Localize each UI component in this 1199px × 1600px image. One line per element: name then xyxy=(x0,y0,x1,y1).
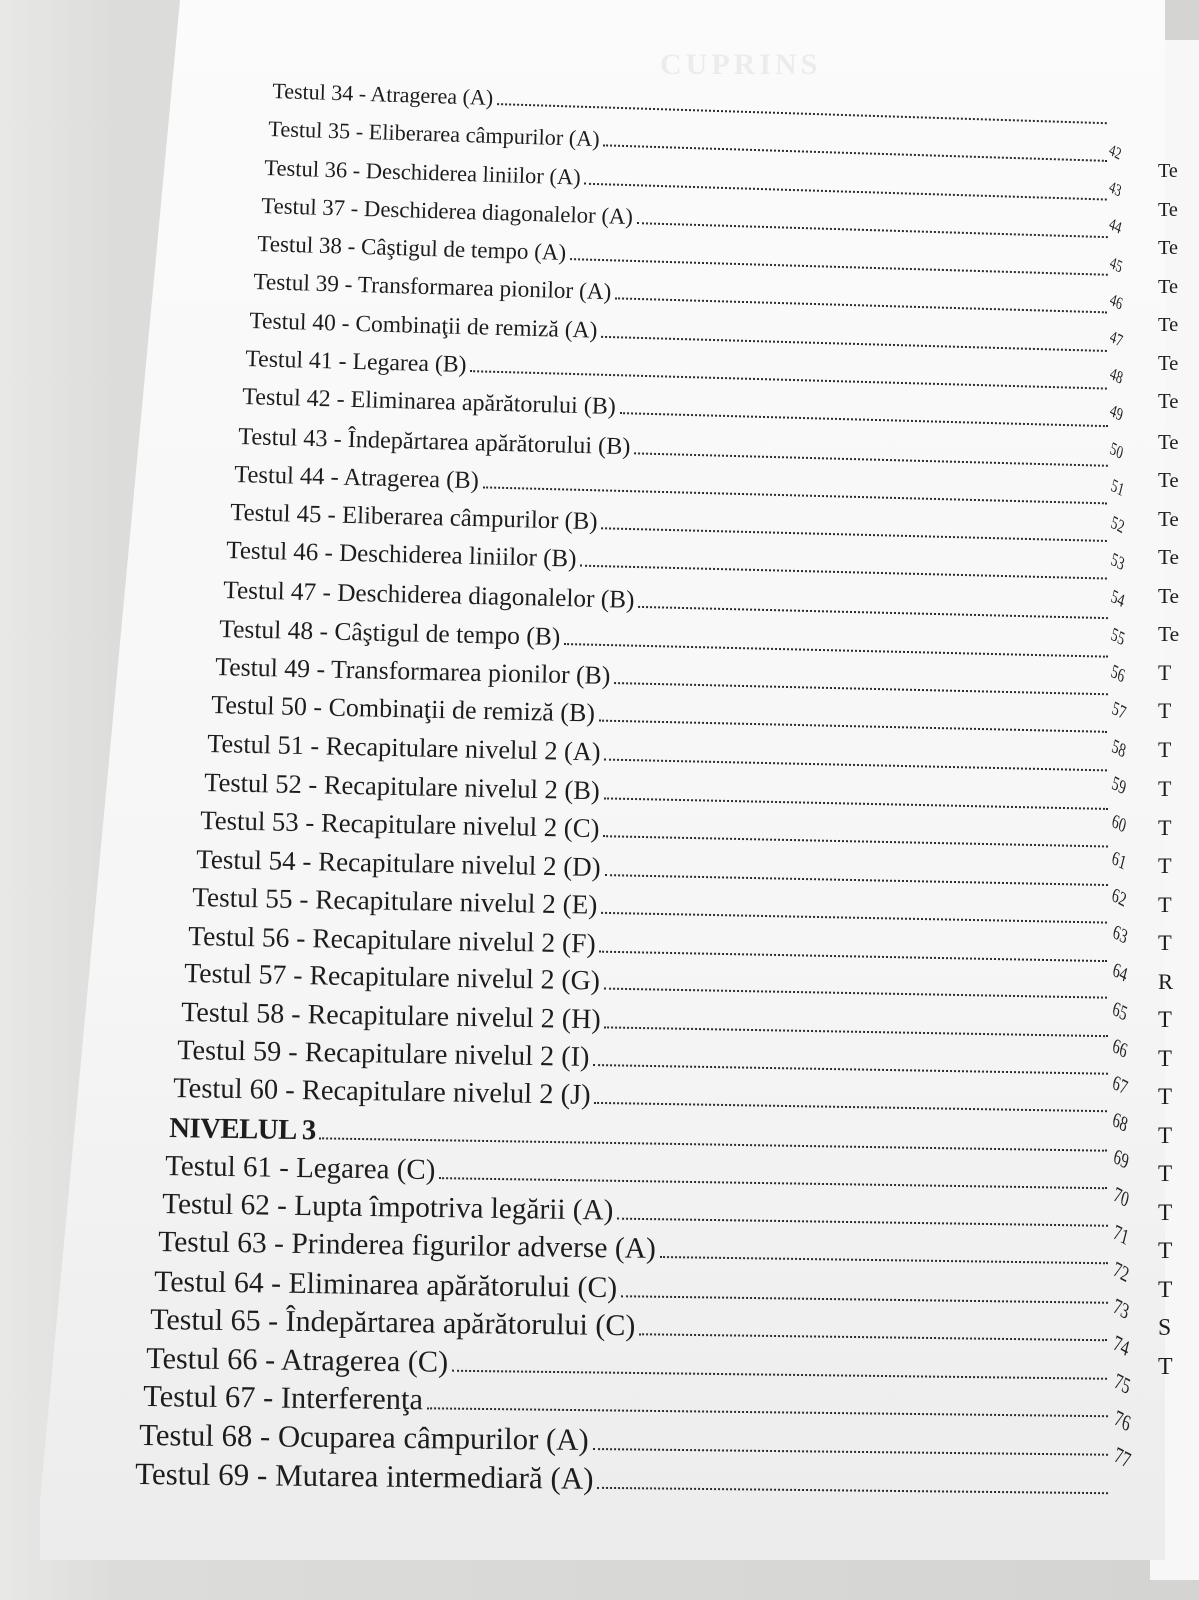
dot-leader xyxy=(604,988,1107,999)
toc-entry-title: Testul 55 - Recapitulare nivelul 2 (E) xyxy=(192,881,598,920)
ghost-title-show-through: CUPRINS xyxy=(660,48,822,81)
facing-page-text-fragment: S xyxy=(1158,1315,1172,1341)
dot-leader xyxy=(601,335,1107,351)
dot-leader xyxy=(660,1256,1108,1264)
facing-page-text-fragment: T xyxy=(1158,930,1172,955)
page-number: 44 xyxy=(1107,214,1124,239)
page-number: 63 xyxy=(1110,921,1130,949)
page-number: 53 xyxy=(1108,549,1127,576)
page-number: 55 xyxy=(1109,623,1127,650)
page-number: 43 xyxy=(1107,177,1124,201)
facing-page-text-fragment: Te xyxy=(1158,314,1179,336)
toc-entry-title: Testul 56 - Recapitulare nivelul 2 (F) xyxy=(188,920,597,959)
page-number: 60 xyxy=(1109,809,1129,838)
toc-entry-title: Testul 69 - Mutarea intermediară (A) xyxy=(135,1456,594,1496)
page-number: 57 xyxy=(1109,698,1128,725)
toc-entry-title: Testul 37 - Deschiderea diagonalelor (A) xyxy=(260,192,633,229)
page-number: 59 xyxy=(1109,772,1129,800)
facing-page-text-fragment: T xyxy=(1158,776,1172,801)
page-number: 76 xyxy=(1111,1404,1133,1437)
dot-leader xyxy=(440,1177,1108,1189)
toc-entry-title: Testul 49 - Transformarea pionilor (B) xyxy=(214,652,611,691)
toc-entry-title: Testul 59 - Recapitulare nivelul 2 (I) xyxy=(176,1034,590,1073)
dot-leader xyxy=(601,912,1107,924)
page-number: 61 xyxy=(1109,846,1129,875)
section-heading-text: NIVELUL 3 xyxy=(169,1111,317,1146)
toc-entry-title: Testul 39 - Transformarea pionilor (A) xyxy=(252,269,612,306)
dot-leader xyxy=(614,682,1107,695)
dot-leader xyxy=(604,1026,1107,1037)
toc-entry-title: Testul 50 - Combinaţii de remiză (B) xyxy=(211,690,596,728)
dot-leader xyxy=(595,1102,1108,1112)
toc-entry-title: Testul 48 - Câştigul de tempo (B) xyxy=(218,613,561,651)
facing-page-text-fragment: T xyxy=(1158,814,1172,840)
facing-page-text-fragment: Te xyxy=(1158,583,1180,608)
facing-page-text-fragment: T xyxy=(1158,1161,1173,1187)
toc-entry-title: Testul 53 - Recapitulare nivelul 2 (C) xyxy=(199,805,600,844)
toc-entry-title: Testul 67 - Interferenţa xyxy=(142,1379,423,1417)
dot-leader xyxy=(603,835,1107,847)
facing-page-text-fragment: T xyxy=(1158,1007,1172,1032)
page-number: 54 xyxy=(1109,586,1127,613)
facing-page-text-fragment: T xyxy=(1158,660,1172,685)
toc-entry-title: Testul 57 - Recapitulare nivelul 2 (G) xyxy=(184,958,601,997)
dot-leader xyxy=(497,103,1107,124)
toc-entry-title: Testul 52 - Recapitulare nivelul 2 (B) xyxy=(203,767,600,806)
page-number: 64 xyxy=(1110,958,1130,988)
dot-leader xyxy=(592,1448,1107,1456)
page-number: 42 xyxy=(1107,140,1124,164)
dot-leader xyxy=(599,720,1107,733)
toc-entry-title: Testul 66 - Atragerea (C) xyxy=(146,1341,449,1379)
page-number: 45 xyxy=(1107,251,1125,277)
page-number: 73 xyxy=(1111,1293,1132,1325)
facing-page-text-fragment: R xyxy=(1158,968,1174,994)
toc-entry-title: Testul 35 - Eliberarea câmpurilor (A) xyxy=(268,116,601,152)
dot-leader xyxy=(581,565,1108,580)
page-number: 72 xyxy=(1111,1256,1132,1288)
toc-entry-title: Testul 40 - Combinaţii de remiză (A) xyxy=(249,307,598,344)
toc-entry-title: Testul 47 - Deschiderea diagonalelor (B) xyxy=(222,575,635,614)
dot-leader xyxy=(320,1137,1108,1151)
page-number: 52 xyxy=(1108,512,1127,539)
dot-leader xyxy=(471,370,1108,389)
facing-page-text-fragment: Te xyxy=(1158,275,1179,298)
toc-entry-title: Testul 38 - Câştigul de tempo (A) xyxy=(256,231,567,266)
dot-leader xyxy=(483,486,1108,504)
toc-entry-title: Testul 61 - Legarea (C) xyxy=(165,1149,437,1186)
facing-page-text-fragment: T xyxy=(1158,737,1172,762)
facing-page-text-fragment: Te xyxy=(1158,352,1179,375)
facing-page-text-fragment: Te xyxy=(1158,391,1179,413)
page-number: 69 xyxy=(1110,1144,1131,1175)
facing-page-text-fragment: T xyxy=(1158,1276,1173,1303)
facing-page-text-fragment: T xyxy=(1158,853,1172,878)
dot-leader xyxy=(452,1370,1107,1380)
page-number: 51 xyxy=(1108,474,1126,501)
toc-entry-title: Testul 64 - Eliminarea apărătorului (C) xyxy=(154,1264,618,1304)
dot-leader xyxy=(603,797,1107,810)
toc-entry-title: Testul 63 - Prinderea figurilor adverse (A) xyxy=(157,1226,656,1266)
dot-leader xyxy=(604,145,1108,163)
facing-page-text-fragment: T xyxy=(1158,699,1172,723)
toc-entry-title: Testul 58 - Recapitulare nivelul 2 (H) xyxy=(180,996,601,1035)
facing-page-text-fragment: Te xyxy=(1158,429,1179,454)
dot-leader xyxy=(605,758,1108,771)
dot-leader xyxy=(593,1064,1107,1075)
facing-page-text-fragment: T xyxy=(1158,1122,1173,1149)
page-number: 74 xyxy=(1111,1330,1133,1362)
toc-entry-title: Testul 42 - Eliminarea apărătorului (B) xyxy=(241,384,616,421)
toc-entry-title: Testul 41 - Legarea (B) xyxy=(245,345,468,378)
facing-page-text-fragment: Te xyxy=(1158,506,1179,531)
dot-leader xyxy=(597,1487,1107,1494)
facing-page-text-fragment: T xyxy=(1158,1353,1173,1380)
page-number: 47 xyxy=(1108,326,1125,351)
dot-leader xyxy=(634,452,1107,466)
toc-entry-title: Testul 43 - Îndepărtarea apărătorului (B) xyxy=(237,422,631,460)
dot-leader xyxy=(619,412,1107,427)
page-number: 48 xyxy=(1108,363,1125,389)
facing-page-text-fragment: Te xyxy=(1158,237,1178,259)
dot-leader xyxy=(601,527,1107,542)
facing-page-text-fragment: T xyxy=(1158,1045,1172,1071)
dot-leader xyxy=(600,951,1108,962)
page-number: 66 xyxy=(1110,1032,1130,1063)
dot-leader xyxy=(617,1218,1108,1227)
toc-entry-title: Testul 62 - Lupta împotriva legării (A) xyxy=(161,1188,614,1227)
dot-leader xyxy=(427,1408,1108,1418)
page-number: 46 xyxy=(1107,288,1125,314)
page-number: 75 xyxy=(1111,1367,1133,1399)
toc-entry-title: Testul 45 - Eliberarea câmpurilor (B) xyxy=(230,499,599,536)
page-number: 67 xyxy=(1110,1070,1131,1100)
dot-leader xyxy=(636,222,1107,238)
facing-page-text-fragment: T xyxy=(1158,1238,1173,1264)
page-number: 58 xyxy=(1109,735,1128,763)
toc-entry-title: Testul 60 - Recapitulare nivelul 2 (J) xyxy=(173,1073,591,1112)
facing-page-text-fragment: Te xyxy=(1158,545,1179,569)
facing-page-text-fragment: Te xyxy=(1158,160,1178,182)
toc-entry-title: Testul 34 - Atragerea (A) xyxy=(272,78,494,110)
facing-page-text-fragment: T xyxy=(1158,1084,1173,1109)
dot-leader xyxy=(621,1295,1108,1304)
toc-entry-title: Testul 44 - Atragerea (B) xyxy=(233,460,480,495)
page-number: 50 xyxy=(1108,437,1126,463)
toc-entry-title: Testul 68 - Ocuparea câmpurilor (A) xyxy=(138,1417,589,1457)
page-number: 71 xyxy=(1110,1218,1132,1250)
toc-entry-title: Testul 36 - Deschiderea liniilor (A) xyxy=(264,154,582,190)
facing-page-text-fragment: Te xyxy=(1158,622,1180,646)
page-number: 77 xyxy=(1112,1442,1134,1474)
toc-entry-title: Testul 54 - Recapitulare nivelul 2 (D) xyxy=(195,843,601,882)
toc-entry xyxy=(135,1456,1108,1502)
page-number: 62 xyxy=(1110,884,1129,912)
dot-leader xyxy=(564,643,1108,658)
dot-leader xyxy=(604,874,1107,886)
facing-page-text-fragment: T xyxy=(1158,1199,1173,1226)
toc-entry-title: Testul 51 - Recapitulare nivelul 2 (A) xyxy=(207,728,602,767)
dot-leader xyxy=(585,182,1107,200)
dot-leader xyxy=(638,606,1108,619)
facing-page-text-fragment: Te xyxy=(1158,198,1178,221)
page-number: 68 xyxy=(1110,1107,1131,1138)
page-number: 65 xyxy=(1110,995,1130,1026)
facing-page-text-fragment: Te xyxy=(1158,468,1179,492)
page-number: 56 xyxy=(1109,660,1128,688)
facing-page-text-fragment: T xyxy=(1158,891,1172,917)
page-number: 70 xyxy=(1111,1181,1132,1212)
dot-leader xyxy=(639,1333,1107,1341)
toc-entry-title: Testul 46 - Deschiderea liniilor (B) xyxy=(226,537,578,573)
page-number: 49 xyxy=(1108,400,1126,426)
toc-entry-title: Testul 65 - Îndepărtarea apărătorului (C) xyxy=(150,1302,636,1343)
dot-leader xyxy=(615,298,1107,314)
dot-leader xyxy=(570,258,1108,276)
toc-entry xyxy=(158,1226,1108,1272)
